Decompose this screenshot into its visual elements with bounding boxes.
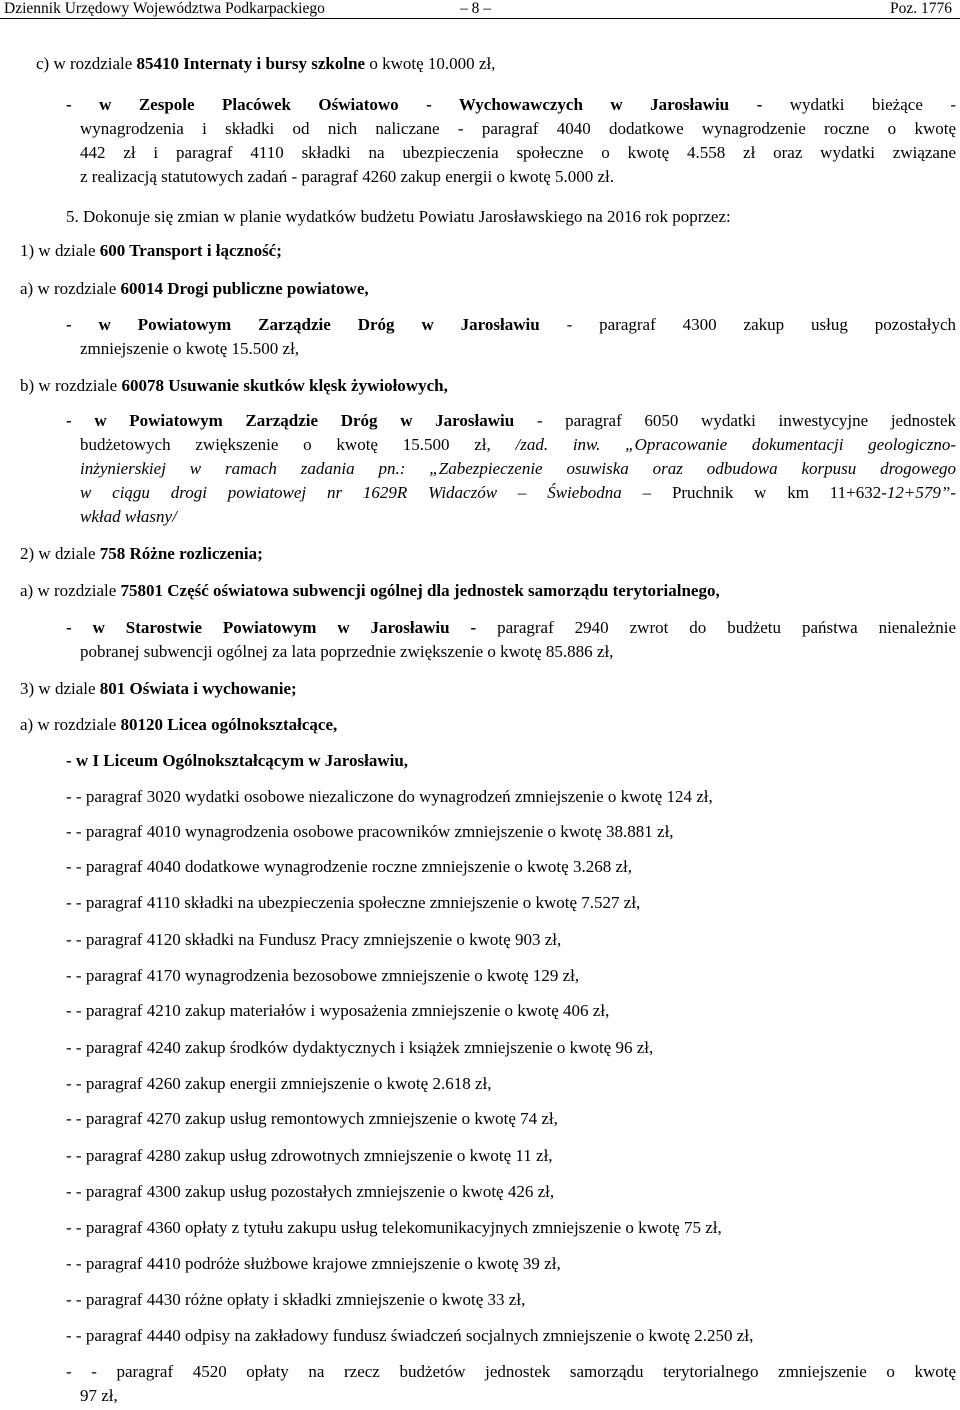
paragraph-5: 5. Dokonuje się zmian w planie wydatków budżetu Powiatu Jarosławskiego na 2016 rok poprzez: xyxy=(66,207,731,226)
list-item: - - paragraf 4170 wynagrodzenia bezosobowe zmniejszenie o kwotę 129 zł, xyxy=(66,966,580,985)
list-item: - - paragraf 4520 opłaty na rzecz budżetów jednostek samorządu terytorialnego zmniejszenie o kwotę xyxy=(66,1362,956,1381)
list-item: - - paragraf 4430 różne opłaty i składki zmniejszenie o kwotę 33 zł, xyxy=(66,1290,526,1309)
list-item: - - paragraf 4410 podróże służbowe krajowe zmniejszenie o kwotę 39 zł, xyxy=(66,1254,561,1273)
position-number: Poz. 1776 xyxy=(890,0,952,17)
section-line: a) w rozdziale 60014 Drogi publiczne powiatowe, xyxy=(20,279,369,298)
section-line: c) w rozdziale 85410 Internaty i bursy szkolne o kwotę 10.000 zł, xyxy=(36,54,496,73)
section-line: 2) w dziale 758 Różne rozliczenia; xyxy=(20,544,263,563)
list-item: - - paragraf 4010 wynagrodzenia osobowe pracowników zmniejszenie o kwotę 38.881 zł, xyxy=(66,822,674,841)
section-line: z realizacją statutowych zadań - paragraf 4260 zakup energii o kwotę 5.000 zł. xyxy=(80,167,615,186)
section-line: - w I Liceum Ogólnokształcącym w Jarosławiu, xyxy=(66,751,409,770)
section-line: pobranej subwencji ogólnej za lata poprzednie zwiększenie o kwotę 85.886 zł, xyxy=(80,642,614,661)
section-line: 3) w dziale 801 Oświata i wychowanie; xyxy=(20,679,297,698)
section-line: - w Powiatowym Zarządzie Dróg w Jarosławiu - paragraf 6050 wydatki inwestycyjne jednostek xyxy=(66,411,956,430)
list-item: - - paragraf 4110 składki na ubezpieczenia społeczne zmniejszenie o kwotę 7.527 zł, xyxy=(66,893,641,912)
section-line: wynagrodzenia i składki od nich naliczane - paragraf 4040 dodatkowe wynagrodzenie roczne o kwotę xyxy=(80,119,956,138)
list-item: - - paragraf 4040 dodatkowe wynagrodzenie roczne zmniejszenie o kwotę 3.268 zł, xyxy=(66,857,632,876)
list-item: - - paragraf 4360 opłaty z tytułu zakupu usług telekomunikacyjnych zmniejszenie o kwotę 75 zł, xyxy=(66,1218,722,1237)
list-item: - - paragraf 4270 zakup usług remontowych zmniejszenie o kwotę 74 zł, xyxy=(66,1109,558,1128)
list-item: - - paragraf 4300 zakup usług pozostałych zmniejszenie o kwotę 426 zł, xyxy=(66,1182,555,1201)
page-header xyxy=(0,0,960,22)
section-line: 442 zł i paragraf 4110 składki na ubezpieczenia społeczne o kwotę 4.558 zł oraz wydatki związane xyxy=(80,143,956,162)
list-item-continuation: 97 zł, xyxy=(80,1386,118,1405)
list-item: - - paragraf 4240 zakup środków dydaktycznych i książek zmniejszenie o kwotę 96 zł, xyxy=(66,1038,654,1057)
section-line: budżetowych zwiększenie o kwotę 15.500 zł, /zad. inw. „Opracowanie dokumentacji geologiczno- xyxy=(80,435,956,454)
list-item: - - paragraf 4260 zakup energii zmniejszenie o kwotę 2.618 zł, xyxy=(66,1074,492,1093)
list-item: - - paragraf 3020 wydatki osobowe niezaliczone do wynagrodzeń zmniejszenie o kwotę 124 zł, xyxy=(66,787,713,806)
section-line: b) w rozdziale 60078 Usuwanie skutków klęsk żywiołowych, xyxy=(20,376,448,395)
page-number: – 8 – xyxy=(460,0,491,17)
section-line: - w Starostwie Powiatowym w Jarosławiu - paragraf 2940 zwrot do budżetu państwa nienależnie xyxy=(66,618,956,637)
section-line: - w Powiatowym Zarządzie Dróg w Jarosławiu - paragraf 4300 zakup usług pozostałych xyxy=(66,315,956,334)
section-line: a) w rozdziale 80120 Licea ogólnokształcące, xyxy=(20,715,338,734)
list-item: - - paragraf 4440 odpisy na zakładowy fundusz świadczeń socjalnych zmniejszenie o kwotę 2.250 zł, xyxy=(66,1326,754,1345)
section-line: zmniejszenie o kwotę 15.500 zł, xyxy=(80,339,300,358)
journal-title: Dziennik Urzędowy Województwa Podkarpackiego xyxy=(4,0,325,17)
list-item: - - paragraf 4210 zakup materiałów i wyposażenia zmniejszenie o kwotę 406 zł, xyxy=(66,1001,610,1020)
section-line: w ciągu drogi powiatowej nr 1629R Widaczów – Świebodna – Pruchnik w km 11+632-12+579”- xyxy=(80,483,956,502)
section-line: - w Zespole Placówek Oświatowo - Wychowawczych w Jarosławiu - wydatki bieżące - xyxy=(66,95,956,114)
section-line: a) w rozdziale 75801 Część oświatowa subwencji ogólnej dla jednostek samorządu terytorialnego, xyxy=(20,581,720,600)
section-line: wkład własny/ xyxy=(80,507,177,526)
section-line: 1) w dziale 600 Transport i łączność; xyxy=(20,241,282,260)
list-item: - - paragraf 4280 zakup usług zdrowotnych zmniejszenie o kwotę 11 zł, xyxy=(66,1146,553,1165)
section-line: inżynierskiej w ramach zadania pn.: „Zabezpieczenie osuwiska oraz odbudowa korpusu drogowego xyxy=(80,459,956,478)
list-item: - - paragraf 4120 składki na Fundusz Pracy zmniejszenie o kwotę 903 zł, xyxy=(66,930,562,949)
header-rule xyxy=(0,18,960,19)
